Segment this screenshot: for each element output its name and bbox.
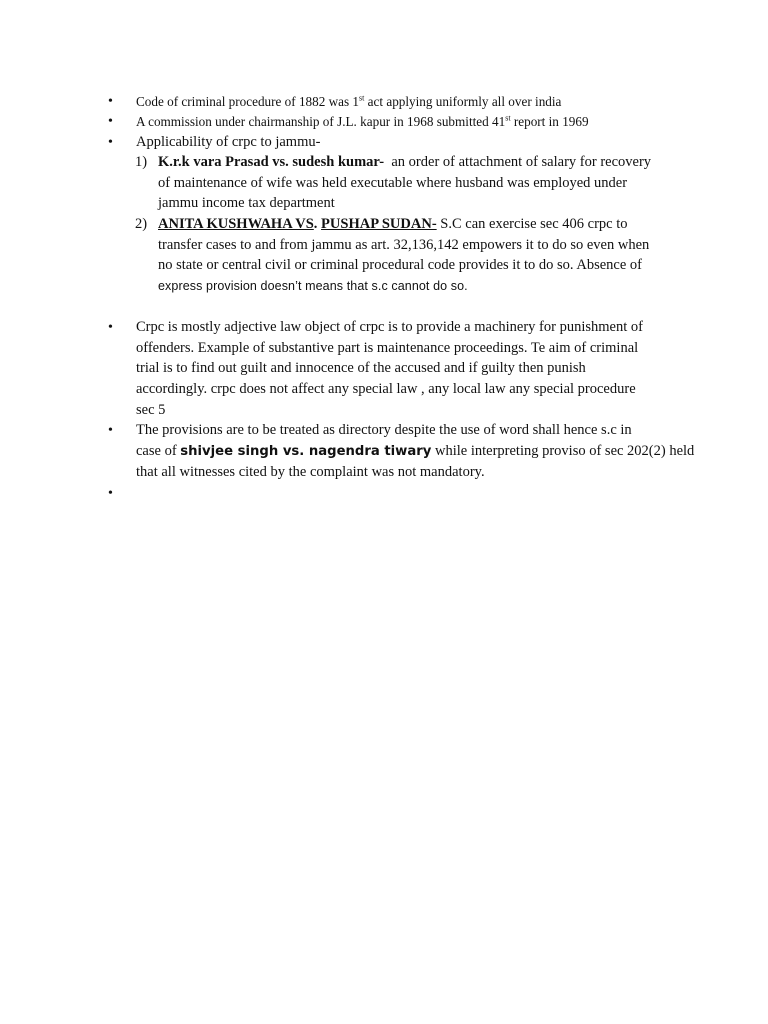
numbered-text xyxy=(158,214,678,297)
numbered-text xyxy=(158,152,678,214)
text-line: express provision doesn’t means that s.c cannot do so. xyxy=(158,279,468,294)
text-line: offenders. Example of substantive part is maintenance proceedings. Te aim of criminal xyxy=(136,339,639,356)
text-fragment: A commission under chairmanship of J.L. kapur in 1968 submitted 41 xyxy=(136,114,506,129)
bullet-dot: • xyxy=(108,486,113,501)
text-fragment: . xyxy=(313,216,318,232)
text-line: accordingly. crpc does not affect any special law , any local law any special procedure xyxy=(136,381,636,398)
number-label: 2) xyxy=(135,216,148,232)
text-line: sec 5 xyxy=(136,401,166,418)
text-line: that all witnesses cited by the complaint was not mandatory. xyxy=(136,464,485,481)
bullet-dot: • xyxy=(108,135,113,150)
case-name: ANITA KUSHWAHA VS xyxy=(158,216,314,232)
text-line: no state or central civil or criminal procedural code provides it to do so. Absence of xyxy=(158,257,642,274)
text-fragment: case of xyxy=(136,442,181,459)
number-label: 1) xyxy=(135,154,148,170)
text-line: of maintenance of wife was held executable where husband was employed under xyxy=(158,174,628,191)
text-line xyxy=(158,152,678,173)
bullet-text xyxy=(136,92,696,112)
text-fragment: while interpreting proviso of sec 202(2) held xyxy=(431,442,695,459)
bullet-dot: • xyxy=(108,423,113,438)
bullet-dot: • xyxy=(108,114,113,129)
bullet-text xyxy=(136,317,696,421)
bullet-dot: • xyxy=(108,320,113,335)
superscript: st xyxy=(359,93,365,103)
text-line: Crpc is mostly adjective law object of crpc is to provide a machinery for punishment of xyxy=(136,319,643,335)
text-line xyxy=(158,214,678,235)
bullet-text xyxy=(136,112,696,132)
bullet-text: Applicability of crpc to jammu- xyxy=(136,134,321,150)
case-name: shivjee singh vs. nagendra tiwary xyxy=(180,443,432,459)
text-line: trial is to find out guilt and innocence of the accused and if guilty then punish xyxy=(136,360,586,377)
text-fragment: an order of attachment of salary for recovery xyxy=(384,154,652,170)
bullet-text xyxy=(136,420,696,483)
text-line: jammu income tax department xyxy=(158,195,335,212)
text-fragment: Code of criminal procedure of 1882 was 1 xyxy=(136,94,360,109)
text-line xyxy=(136,441,696,463)
superscript: st xyxy=(505,113,511,123)
case-name: K.r.k vara Prasad vs. sudesh kumar- xyxy=(158,154,385,170)
text-fragment: S.C can exercise sec 406 crpc to xyxy=(436,216,628,232)
text-fragment: act applying uniformly all over india xyxy=(364,94,562,109)
bullet-dot: • xyxy=(108,94,113,109)
text-line: transfer cases to and from jammu as art. 32,136,142 empowers it to do so even when xyxy=(158,236,650,253)
text-fragment: report in 1969 xyxy=(510,114,589,129)
text-line: The provisions are to be treated as directory despite the use of word shall hence s.c in xyxy=(136,422,632,438)
case-name: PUSHAP SUDAN- xyxy=(321,216,437,232)
